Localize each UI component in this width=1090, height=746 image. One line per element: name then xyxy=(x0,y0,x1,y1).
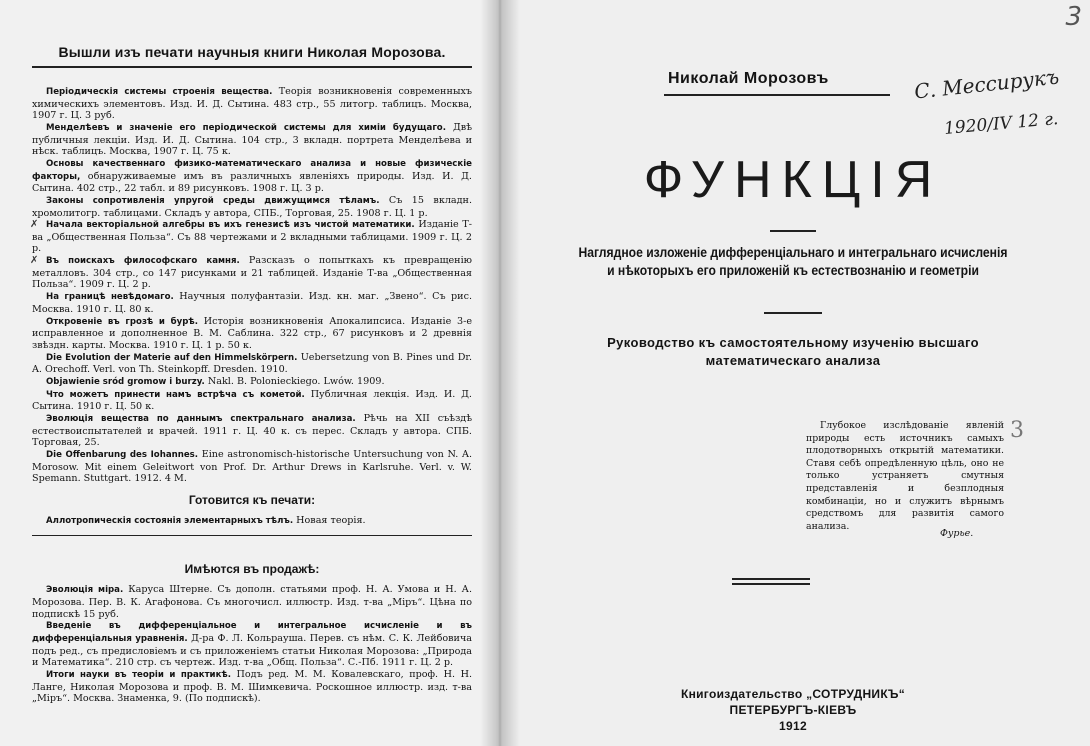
double-rule-bottom xyxy=(732,583,810,585)
entry-title: Objawienie sród gromow i burzy. xyxy=(46,376,205,387)
publication-entry xyxy=(32,376,472,389)
entry-title: Что можетъ принести намъ встрѣча съ кометой. xyxy=(46,389,305,400)
author-name: Николай Морозовъ xyxy=(668,70,829,87)
entry-title: Итоги науки въ теоріи и практикѣ. xyxy=(46,669,231,680)
entry-details: Исторія возникновенія Апокалипсиса. Изданіе 3-е исправленное и дополненное В. М. Саблина. 322 стр., 67 рисунковъ и 2 древнія звѣздн. карты. Москва. 1910 г. Ц. 1 р. 50 к. xyxy=(32,315,472,351)
handwritten-date: 1920/IV 12 г. xyxy=(943,109,1060,139)
heading-rule xyxy=(32,66,472,68)
publication-entry xyxy=(32,86,472,122)
publication-entry xyxy=(32,584,472,620)
publication-entry xyxy=(32,255,472,291)
sale-list xyxy=(32,584,472,704)
publisher-city: ПЕТЕРБУРГЪ-КІЕВЪ xyxy=(729,703,857,717)
guide-description xyxy=(536,334,1050,370)
entry-title: Аллотропическія состоянія элементарныхъ тѣлъ. xyxy=(46,515,294,526)
forthcoming-heading: Готовится къ печати: xyxy=(188,492,316,507)
entry-details: Разсказъ о попыткахъ къ превращенію металловъ. 304 стр., со 147 рисунками и 21 таблицей. Изданіе Т-ва „Общественная Польза“. 1909 г. Ц. 2 р. xyxy=(32,255,472,291)
forthcoming-list xyxy=(32,515,472,528)
entry-title: Законы сопротивленія упругой среды движущимся тѣламъ. xyxy=(46,195,380,206)
subtitle-line-2: и нѣкоторыхъ его приложеній къ естествознанію и геометріи xyxy=(607,263,979,278)
handwritten-signature: С. Мессирукъ xyxy=(913,64,1061,104)
publication-entry xyxy=(32,219,472,255)
guide-line-1: Руководство къ самостоятельному изученію высшаго xyxy=(607,335,979,350)
double-rule-top xyxy=(732,578,810,580)
entry-details: Изданіе Т-ва „Общественная Польза“. Съ 88 чертежами и 2 вкладными таблицами. 1909 г. Ц. 2 р. xyxy=(32,219,472,255)
publication-entry xyxy=(32,389,472,413)
entry-title: Эволюція міра. xyxy=(46,585,124,596)
page-number: 3 xyxy=(1065,2,1082,32)
publisher-year: 1912 xyxy=(779,719,807,733)
entry-details: Теорія возникновенія современныхъ химическихъ элементовъ. Изд. И. Д. Сытина. 483 стр., 55 литогр. таблицъ. Москва, 1907 г. Ц. 3 руб. xyxy=(32,86,472,122)
author-underline xyxy=(664,94,890,96)
entry-title: Менделѣевъ и значеніе его періодической системы для химіи будущаго. xyxy=(46,122,446,133)
publication-entry xyxy=(32,316,472,352)
book-subtitle xyxy=(553,244,1034,280)
entry-title: Die Offenbarung des Iohannes. xyxy=(46,450,199,461)
book-title: ФУНКЦІЯ xyxy=(643,151,943,209)
entry-details: Nakl. B. Polonieckiego. Lwów. 1909. xyxy=(204,375,385,387)
entry-details: Двѣ публичныя лекціи. Изд. И. Д. Сытина. 104 стр., 3 вкладн. портрета Менделѣева и нѣск. таблицъ. Москва, 1907 г. Ц. 75 к. xyxy=(32,121,472,158)
entry-details: Подъ ред. М. М. Ковалевскаго, проф. Н. Н. Ланге, Николая Морозова и проф. В. М. Шимкевича. Роскошное иллюстр. изд. т-ва „Міръ“. Москва. Знаменка, 9. (По подпискѣ). xyxy=(32,668,472,705)
publication-entry xyxy=(32,413,472,449)
entry-title: Откровеніе въ грозѣ и бурѣ. xyxy=(46,316,198,327)
publications-list xyxy=(32,86,472,485)
right-page xyxy=(496,0,1090,746)
publications-heading: Вышли изъ печати научныя книги Николая Морозова. xyxy=(58,44,446,60)
entry-title: На границѣ невѣдомаго. xyxy=(46,292,174,303)
entry-details: Съ 15 вкладн. хромолитогр. таблицами. Складъ у автора, СПБ., Торговая, 25. 1908 г. Ц. 1 р. xyxy=(32,194,472,219)
entry-details: Публичная лекція. Изд. И. Д. Сытина. 1910 г. Ц. 50 к. xyxy=(32,388,472,413)
entry-details: Eine astronomisch-historische Untersuchung von N. A. Morosow. Mit einem Geleitwort von Prof. Dr. Arthur Drews in Karlsruhe. Verl. v. W. Spemann. Stuttgart. 1912. 4 M. xyxy=(32,449,472,485)
publisher-block xyxy=(496,686,1090,734)
publication-entry xyxy=(32,515,472,528)
entry-title: Начала векторіальной алгебры въ ихъ генезисѣ изъ чистой математики. xyxy=(46,220,415,231)
publication-entry xyxy=(32,352,472,376)
publication-entry xyxy=(32,291,472,315)
entry-title: Эволюція вещества по даннымъ спектральнаго анализа. xyxy=(46,414,356,425)
entry-title: Основы качественнаго физико-математическаго анализа и новые физическіе факторы, xyxy=(32,158,472,182)
entry-details: Каруса Штерне. Съ дополн. статьями проф. Н. А. Умова и Н. А. Морозова. Пер. В. К. Агафонова. Съ многочисл. иллюстр. Изд. т-ва „Міръ“. Цѣна по подпискѣ 15 руб. xyxy=(32,584,472,620)
epigraph: Глубокое изслѣдованіе явленій природы есть источникъ самыхъ плодотворныхъ открытій математики. Ставя себѣ опредѣленную цѣль, оно не только устраняетъ смутныя представленія и безплодныя комбинаціи, но и служитъ вѣрнымъ средствомъ для развитія самого анализа. xyxy=(806,420,1004,532)
handwritten-check-mark: ✗ xyxy=(30,219,39,231)
entry-details: Научныя полуфантазіи. Изд. кн. маг. „Звено“. Съ рис. Москва. 1910 г. Ц. 80 к. xyxy=(32,291,472,315)
entry-title: Періодическія системы строенія вещества. xyxy=(46,87,273,97)
double-rule xyxy=(732,578,810,588)
subtitle-rule xyxy=(764,312,822,314)
publication-entry xyxy=(32,620,472,668)
sale-heading: Имѣются въ продажѣ: xyxy=(184,562,320,577)
publication-entry xyxy=(32,449,472,485)
entry-details: обнаруживаемые имъ въ различныхъ явленіяхъ природы. Изд. И. Д. Сытина. 402 стр., 22 табл. и 89 рисунковъ. 1908 г. Ц. 3 р. xyxy=(32,170,472,195)
pencil-margin-mark: 3 xyxy=(1010,418,1024,443)
entry-details: Д-ра Ф. Л. Кольрауша. Перев. съ нѣм. С. К. Лейбовича подъ ред., съ предисловіемъ и съ приложеніемъ статьи Николая Морозова: „Природа и Математика“. 210 стр. съ чертеж. Изд. т-ва „Общ. Польза“. С.-Пб. 1911 г. Ц. 2 р. xyxy=(32,633,473,669)
title-dash xyxy=(770,230,816,232)
publication-entry xyxy=(32,122,472,158)
entry-details: Новая теорія. xyxy=(293,514,366,526)
entry-details: Рѣчь на XII съѣздѣ естествоиспытателей и врачей. 1911 г. Ц. 40 к. съ перес. Складъ у автора. СПБ. Торговая, 25. xyxy=(32,413,472,449)
left-page xyxy=(0,0,496,746)
handwritten-check-mark: ✗ xyxy=(30,255,39,267)
guide-line-2: математическаго анализа xyxy=(705,353,881,368)
entry-title: Въ поискахъ философскаго камня. xyxy=(46,256,240,267)
publication-entry xyxy=(32,158,472,195)
publication-entry xyxy=(32,669,472,705)
entry-details: Uebersetzung von B. Pines und Dr. A. Orechoff. Verl. von Th. Steinkopff. Dresden. 1910. xyxy=(32,351,472,376)
subtitle-line-1: Наглядное изложеніе дифференціальнаго и интегральнаго исчисленія xyxy=(578,245,1008,260)
publication-entry xyxy=(32,195,472,219)
entry-title: Введеніе въ дифференціальное и интегральное исчисленіе и въ дифференціальныя уравненія. xyxy=(32,621,472,644)
publisher-name: Книгоиздательство „СОТРУДНИКЪ“ xyxy=(680,687,906,701)
entry-title: Die Evolution der Materie auf den Himmelskörpern. xyxy=(46,352,298,363)
epigraph-author: Фурье. xyxy=(940,528,974,539)
section-rule xyxy=(32,535,472,536)
book-gutter xyxy=(480,0,520,746)
